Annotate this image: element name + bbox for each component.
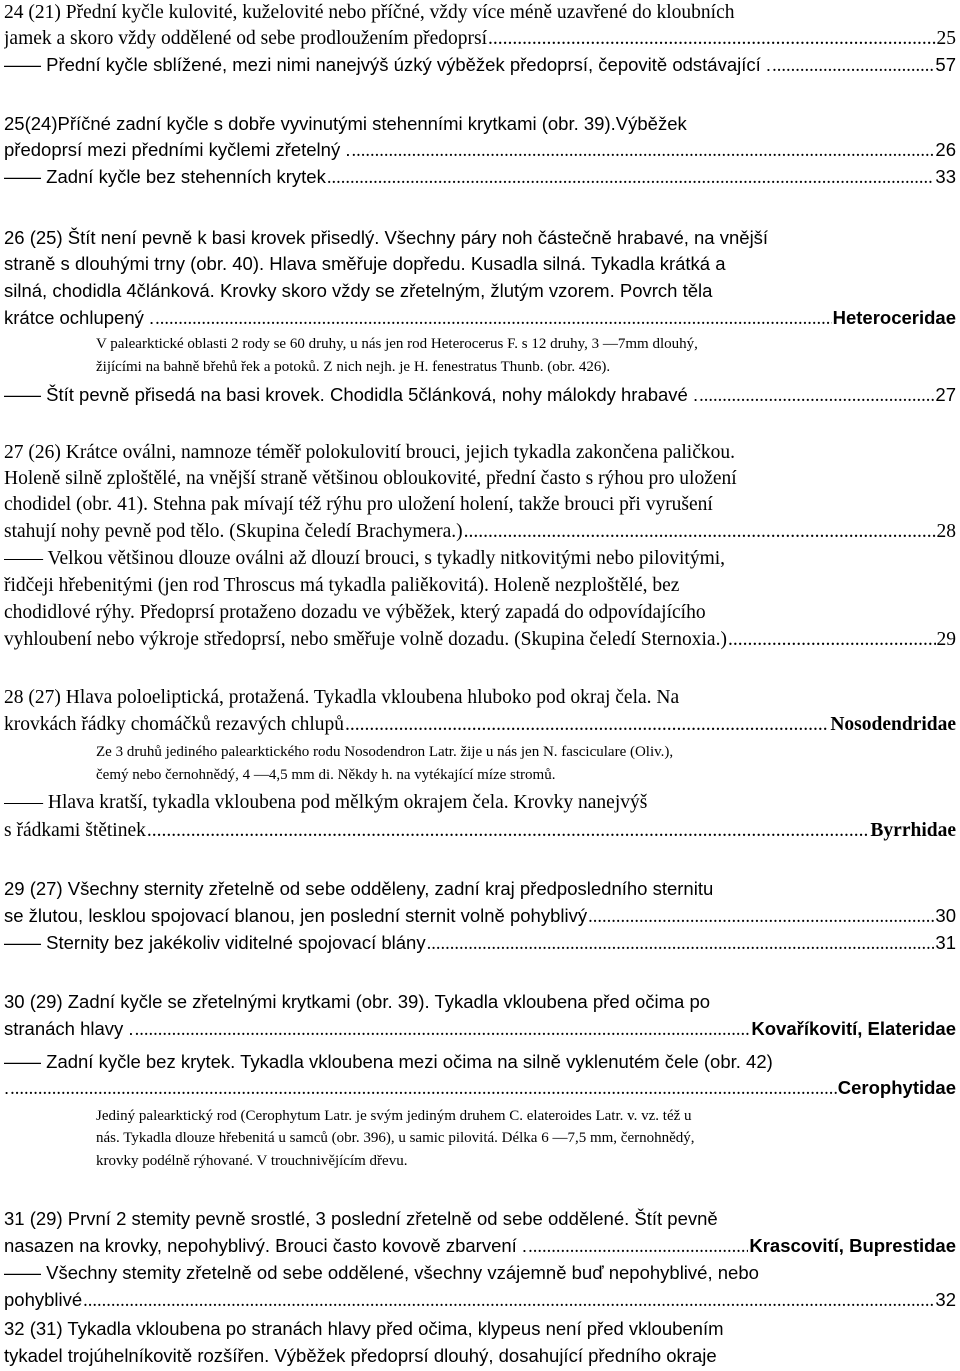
key-lead-line: vyhloubení nebo výkroje středoprsí, nebo směřuje volně dozadu. (Skupina čeledí Sternoxia.) ..... 29 bbox=[4, 627, 956, 653]
text-line: 30 (29) Zadní kyčle se zřetelnými krytkami (obr. 39). Tykadla vkloubena před očima po bbox=[4, 991, 711, 1012]
lead-reference[interactable]: 28 bbox=[936, 521, 956, 542]
note-line: Jediný palearktický rod (Cerophytum Latr. je svým jediným druhem C. elateroides Latr. v. vz. též u bbox=[96, 1108, 692, 1124]
key-lead-line: . ..... Cerophytidae bbox=[4, 1075, 956, 1101]
key-lead-line: —— Přední kyčle sblížené, mezi nimi nanejvýš úzký výběžek předoprsí, čepovitě odstávající . ..... 57 bbox=[4, 52, 956, 78]
text-line: —— Velkou většinou dlouze oválni až dlouzí brouci, s tykadly nitkovitými nebo pilovitými, bbox=[4, 548, 726, 569]
family-name: Cerophytidae bbox=[837, 1077, 956, 1098]
key-lead-line: krovkách řádky chomáčků rezavých chlupů ..... Nosodendridae bbox=[4, 712, 956, 738]
text-line: straně s dlouhými trny (obr. 40). Hlava směřuje dopředu. Kusadla silná. Tykadla krátká a bbox=[4, 253, 726, 274]
note-line: nás. Tykadla dlouze hřebenitá u samců (obr. 396), u samic pilovitá. Délka 6 —7,5 mm, černohnědý, bbox=[96, 1130, 695, 1146]
note-line: krovky podélně rýhované. V trouchnivějícím dřevu. bbox=[96, 1153, 408, 1169]
text-line: 29 (27) Všechny sternity zřetelně od sebe odděleny, zadní kraj předposledního sternitu bbox=[4, 878, 714, 899]
family-name: Byrrhidae bbox=[870, 820, 956, 841]
key-lead-line: pohyblivé ..... 32 bbox=[4, 1287, 956, 1313]
family-name: Heteroceridae bbox=[832, 307, 956, 328]
key-lead-line: s řádkami štětinek ..... Byrrhidae bbox=[4, 818, 956, 844]
lead-reference[interactable]: 31 bbox=[935, 932, 956, 953]
key-lead-line: stahují nohy pevně pod tělo. (Skupina čeledí Brachymera.) ..... 28 bbox=[4, 519, 956, 545]
key-lead-line: —— Štít pevně přisedá na basi krovek. Chodidla 5článková, nohy málokdy hrabavé . ..... 27 bbox=[4, 382, 956, 408]
lead-reference[interactable]: 26 bbox=[935, 139, 956, 160]
text-line: —— Hlava kratší, tykadla vkloubena pod mělkým okrajem čela. Krovky nanejvýš bbox=[4, 792, 648, 813]
note-line: žijícími na bahně břehů řek a potoků. Z nich nejh. je H. fenestratus Thunb. (obr. 426). bbox=[96, 359, 611, 375]
text-line: —— Všechny stemity zřetelně od sebe oddělené, všechny vzájemně buď nepohyblivé, nebo bbox=[4, 1262, 759, 1283]
key-lead-line: nasazen na krovky, nepohyblivý. Brouci často kovově zbarvení . ..... Krascovití, Buprestidae bbox=[4, 1233, 956, 1259]
lead-reference[interactable]: 57 bbox=[935, 54, 956, 75]
lead-reference[interactable]: 27 bbox=[935, 384, 956, 405]
key-lead-line: předoprsí mezi předními kyčlemi zřetelný . ..... 26 bbox=[4, 137, 956, 163]
family-name: Nosodendridae bbox=[830, 714, 956, 735]
text-line: chodidlové rýhy. Předoprsí protaženo dozadu ve výběžek, který zapadá do odpovídajícího bbox=[4, 602, 706, 623]
key-lead-line: se žlutou, lesklou spojovací blanou, jen poslední sternit volně pohyblivý ..... 30 bbox=[4, 903, 956, 929]
text-line: 31 (29) První 2 stemity pevně srostlé, 3 poslední zřetelně od sebe oddělené. Štít pevně bbox=[4, 1208, 718, 1229]
family-name: Kovaříkovití, Elateridae bbox=[751, 1018, 956, 1039]
key-lead-line: stranách hlavy . ..... Kovaříkovití, Elateridae bbox=[4, 1016, 956, 1042]
text-line: chodidel (obr. 41). Stehna pak mívají též rýhu pro uložení holení, takže brouci při vyrušení bbox=[4, 494, 713, 515]
key-lead-line: jamek a skoro vždy oddělené od sebe prodloužením předoprsí ..... 25 bbox=[4, 26, 956, 52]
lead-reference[interactable]: 25 bbox=[936, 28, 956, 49]
text-line: silná, chodidla 4článková. Krovky skoro vždy se zřetelným, žlutým vzorem. Povrch těla bbox=[4, 280, 713, 301]
text-line: Holeně silně zploštělé, na vnější straně většinou obloukovité, přední často s rýhou pro uložení bbox=[4, 468, 737, 489]
text-line: řidčeji hřebenitými (jen rod Throscus má tykadla paliěkovitá). Holeně nezploštělé, bez bbox=[4, 575, 680, 596]
text-line: 32 (31) Tykadla vkloubena po stranách hlavy před očima, klypeus není před vkloubením bbox=[4, 1318, 724, 1339]
text-line: 27 (26) Krátce oválni, namnoze téměř polokulovití brouci, jejich tykadla zakončena paličkou. bbox=[4, 442, 735, 463]
note-line: Ze 3 druhů jediného palearktického rodu Nosodendron Latr. žije u nás jen N. fasciculare (Oliv.), bbox=[96, 744, 674, 760]
text-line: 25(24)Příčné zadní kyčle s dobře vyvinutými stehenními krytkami (obr. 39).Výběžek bbox=[4, 113, 687, 134]
text-line: —— Zadní kyčle bez krytek. Tykadla vkloubena mezi očima na silně vyklenutém čele (obr. 42) bbox=[4, 1051, 773, 1072]
key-lead-line: —— Sternity bez jakékoliv viditelné spojovací blány ..... 31 bbox=[4, 930, 956, 956]
text-line: 26 (25) Štít není pevně k basi krovek přisedlý. Všechny páry noh částečně hrabavé, na vnější bbox=[4, 227, 769, 248]
note-line: V palearktické oblasti 2 rody se 60 druhy, u nás jen rod Heterocerus F. s 12 druhy, 3 —7mm dlouhý, bbox=[96, 336, 698, 352]
text-line: tykadel trojúhelníkovitě rozšířen. Výběžek předoprsí dlouhý, dosahující předního okraje bbox=[4, 1345, 717, 1366]
text-line: 28 (27) Hlava poloeliptická, protažená. Tykadla vkloubena hluboko pod okraj čela. Na bbox=[4, 687, 680, 708]
lead-reference[interactable]: 32 bbox=[935, 1289, 956, 1310]
lead-reference[interactable]: 33 bbox=[935, 166, 956, 187]
text-line: 24 (21) Přední kyčle kulovité, kuželovité nebo příčné, vždy více méně uzavřené do kloubních bbox=[4, 2, 735, 23]
note-line: čemý nebo černohnědý, 4 —4,5 mm di. Někdy h. na vytékající míze stromů. bbox=[96, 767, 556, 783]
family-name: Krascovití, Buprestidae bbox=[749, 1235, 956, 1256]
lead-reference[interactable]: 30 bbox=[935, 905, 956, 926]
key-lead-line: krátce ochlupený . ..... Heteroceridae bbox=[4, 305, 956, 331]
key-lead-line: —— Zadní kyčle bez stehenních krytek ..... 33 bbox=[4, 164, 956, 190]
lead-reference[interactable]: 29 bbox=[936, 629, 956, 650]
